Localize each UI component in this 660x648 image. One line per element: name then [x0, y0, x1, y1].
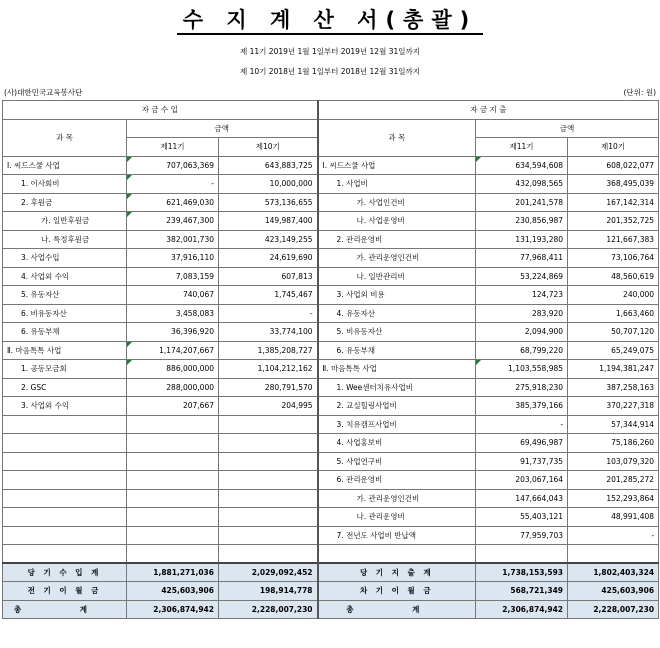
ledger-body: [3, 156, 659, 563]
income-subject-cell: Ⅰ. 씨드스쿨 사업: [3, 156, 127, 175]
expense-period10-cell: 1,194,381,247: [568, 360, 659, 379]
expense-amount-header: 금액: [476, 119, 659, 138]
expense-section-header: 자 금 지 출: [318, 101, 659, 120]
income-period11-cell: [127, 545, 219, 564]
table-row: [3, 434, 659, 453]
income-subject-cell: 6. 유동부채: [3, 323, 127, 342]
income-period11-cell: [127, 452, 219, 471]
expense-period11-cell: 131,193,280: [476, 230, 568, 249]
income-subject-cell: 5. 유동자산: [3, 286, 127, 305]
table-row: [3, 526, 659, 545]
expense-total-period11: 2,306,874,942: [476, 600, 568, 619]
income-subject-header: 과 목: [3, 119, 127, 156]
income-subject-cell: 6. 비유동자산: [3, 304, 127, 323]
table-row: [3, 267, 659, 286]
income-period11-cell: 740,067: [127, 286, 219, 305]
expense-period10-cell: 50,707,120: [568, 323, 659, 342]
expense-subject-cell: 1. Wee센터치유사업비: [318, 378, 476, 397]
table-row: [3, 415, 659, 434]
expense-subject-cell: 가. 관리운영인건비: [318, 489, 476, 508]
expense-subject-cell: 3. 치유캠프사업비: [318, 415, 476, 434]
income-period11-cell: 36,396,920: [127, 323, 219, 342]
expense-period11-cell: 283,920: [476, 304, 568, 323]
expense-period10-cell: 103,079,320: [568, 452, 659, 471]
expense-period10-cell: 48,560,619: [568, 267, 659, 286]
income-period11-cell: 1,174,207,667: [127, 341, 219, 360]
expense-subject-cell: 6. 유동부채: [318, 341, 476, 360]
income-period10-cell: 643,883,725: [219, 156, 318, 175]
income-period11-cell: [127, 415, 219, 434]
expense-period11-cell: 77,968,411: [476, 249, 568, 268]
income-subject-cell: [3, 471, 127, 490]
income-subject-cell: 나. 특정후원금: [3, 230, 127, 249]
expense-subject-cell: 3. 사업외 비용: [318, 286, 476, 305]
income-total-period10: 2,029,092,452: [219, 563, 318, 582]
income-total-period10: 198,914,778: [219, 582, 318, 601]
income-subject-cell: Ⅱ. 마음톡톡 사업: [3, 341, 127, 360]
income-period11-cell: [127, 434, 219, 453]
expense-total-period10: 425,603,906: [568, 582, 659, 601]
income-period10-cell: 149,987,400: [219, 212, 318, 231]
expense-period10-cell: 57,344,914: [568, 415, 659, 434]
income-period10-cell: 1,745,467: [219, 286, 318, 305]
expense-subject-cell: 1. 사업비: [318, 175, 476, 194]
table-row: [3, 489, 659, 508]
expense-period10-cell: 48,991,408: [568, 508, 659, 527]
income-total-label: 전 기 이 월 금: [3, 582, 127, 601]
income-period11-cell: 7,083,159: [127, 267, 219, 286]
expense-period10-cell: 608,022,077: [568, 156, 659, 175]
table-row: [3, 378, 659, 397]
expense-period11-cell: 68,799,220: [476, 341, 568, 360]
expense-period11-cell: 91,737,735: [476, 452, 568, 471]
income-period10-cell: [219, 508, 318, 527]
income-period11-cell: 382,001,730: [127, 230, 219, 249]
income-period11-cell: 37,916,110: [127, 249, 219, 268]
expense-period11-cell: 147,664,043: [476, 489, 568, 508]
totals-row: [3, 563, 659, 582]
table-row: [3, 304, 659, 323]
expense-period11-cell: 1,103,558,985: [476, 360, 568, 379]
income-period11-cell: 288,000,000: [127, 378, 219, 397]
expense-period11-cell: 77,959,703: [476, 526, 568, 545]
expense-period10-cell: 121,667,383: [568, 230, 659, 249]
expense-period10-cell: 75,186,260: [568, 434, 659, 453]
expense-subject-cell: 7. 전년도 사업비 반납액: [318, 526, 476, 545]
expense-subject-cell: Ⅰ. 씨드스쿨 사업: [318, 156, 476, 175]
income-period10-cell: 10,000,000: [219, 175, 318, 194]
income-subject-cell: 3. 사업수입: [3, 249, 127, 268]
table-row: [3, 212, 659, 231]
period-current: 제 11기 2019년 1월 1일부터 2019년 12월 31일까지: [240, 47, 420, 56]
expense-period11-cell: 124,723: [476, 286, 568, 305]
expense-subject-cell: 2. 관리운영비: [318, 230, 476, 249]
table-row: [3, 193, 659, 212]
income-period11-cell: [127, 471, 219, 490]
table-row: [3, 545, 659, 564]
table-row: [3, 471, 659, 490]
income-period10-header: 제10기: [219, 138, 318, 157]
totals-body: [3, 563, 659, 619]
expense-period11-cell: 2,094,900: [476, 323, 568, 342]
income-period10-cell: [219, 434, 318, 453]
table-row: [3, 249, 659, 268]
income-period10-cell: [219, 415, 318, 434]
expense-period10-cell: 1,663,460: [568, 304, 659, 323]
table-row: [3, 341, 659, 360]
income-period10-cell: 1,385,208,727: [219, 341, 318, 360]
income-period10-cell: 573,136,655: [219, 193, 318, 212]
income-subject-cell: [3, 489, 127, 508]
income-period10-cell: [219, 489, 318, 508]
expense-period10-cell: 73,106,764: [568, 249, 659, 268]
income-period10-cell: 24,619,690: [219, 249, 318, 268]
totals-row: [3, 600, 659, 619]
expense-subject-cell: 가. 사업인건비: [318, 193, 476, 212]
income-period10-cell: [219, 452, 318, 471]
income-subject-cell: 2. GSC: [3, 378, 127, 397]
period-prior: 제 10기 2018년 1월 1일부터 2018년 12월 31일까지: [240, 67, 420, 76]
income-total-label: 총 계: [3, 600, 127, 619]
expense-subject-cell: 나. 관리운영비: [318, 508, 476, 527]
expense-subject-cell: 4. 유동자산: [318, 304, 476, 323]
table-row: [3, 360, 659, 379]
income-period10-cell: 423,149,255: [219, 230, 318, 249]
expense-period11-cell: 385,379,166: [476, 397, 568, 416]
expense-subject-cell: [318, 545, 476, 564]
income-subject-cell: 1. 공동모금회: [3, 360, 127, 379]
income-period11-cell: [127, 489, 219, 508]
expense-period10-cell: 368,495,039: [568, 175, 659, 194]
totals-row: [3, 582, 659, 601]
income-amount-header: 금액: [127, 119, 318, 138]
expense-period10-cell: 240,000: [568, 286, 659, 305]
expense-total-label: 총 계: [318, 600, 476, 619]
income-period10-cell: 280,791,570: [219, 378, 318, 397]
table-row: [3, 156, 659, 175]
income-period10-cell: 204,995: [219, 397, 318, 416]
income-period11-cell: 886,000,000: [127, 360, 219, 379]
income-subject-cell: 4. 사업외 수익: [3, 267, 127, 286]
income-period11-cell: [127, 526, 219, 545]
expense-period11-cell: 203,067,164: [476, 471, 568, 490]
income-subject-cell: [3, 526, 127, 545]
income-period10-cell: 33,774,100: [219, 323, 318, 342]
income-total-period11: 425,603,906: [127, 582, 219, 601]
table-row: [3, 230, 659, 249]
income-subject-cell: 3. 사업외 수익: [3, 397, 127, 416]
income-period10-cell: [219, 545, 318, 564]
income-period11-header: 제11기: [127, 138, 219, 157]
expense-total-period11: 1,738,153,593: [476, 563, 568, 582]
expense-subject-cell: 6. 관리운영비: [318, 471, 476, 490]
income-subject-cell: [3, 545, 127, 564]
document-title: 수 지 계 산 서(총괄): [0, 4, 660, 34]
income-period10-cell: [219, 526, 318, 545]
income-subject-cell: 2. 후원금: [3, 193, 127, 212]
expense-subject-cell: 5. 비유동자산: [318, 323, 476, 342]
table-row: [3, 175, 659, 194]
expense-period11-cell: 432,098,565: [476, 175, 568, 194]
income-period11-cell: -: [127, 175, 219, 194]
income-period11-cell: 707,063,369: [127, 156, 219, 175]
income-period11-cell: 621,469,030: [127, 193, 219, 212]
income-period10-cell: 1,104,212,162: [219, 360, 318, 379]
income-total-period11: 1,881,271,036: [127, 563, 219, 582]
unit-label: (단위: 원): [623, 88, 656, 97]
expense-total-period11: 568,721,349: [476, 582, 568, 601]
income-period11-cell: 3,458,083: [127, 304, 219, 323]
expense-period10-cell: 387,258,163: [568, 378, 659, 397]
expense-subject-cell: 2. 교실힐링사업비: [318, 397, 476, 416]
table-row: [3, 452, 659, 471]
income-total-period10: 2,228,007,230: [219, 600, 318, 619]
income-expense-table: [2, 100, 659, 619]
income-total-label: 당 기 수 입 계: [3, 563, 127, 582]
expense-period11-cell: 69,496,987: [476, 434, 568, 453]
expense-period10-cell: 167,142,314: [568, 193, 659, 212]
income-section-header: 자 금 수 입: [3, 101, 318, 120]
expense-period11-cell: [476, 545, 568, 564]
income-period11-cell: 239,467,300: [127, 212, 219, 231]
expense-period10-cell: 201,285,272: [568, 471, 659, 490]
expense-period10-cell: 152,293,864: [568, 489, 659, 508]
expense-subject-cell: 가. 관리운영인건비: [318, 249, 476, 268]
expense-subject-cell: Ⅱ. 마음톡톡 사업: [318, 360, 476, 379]
expense-period10-cell: 370,227,318: [568, 397, 659, 416]
expense-period10-cell: -: [568, 526, 659, 545]
expense-period11-header: 제11기: [476, 138, 568, 157]
income-subject-cell: [3, 415, 127, 434]
expense-subject-cell: 4. 사업홍보비: [318, 434, 476, 453]
expense-period10-cell: 65,249,075: [568, 341, 659, 360]
expense-subject-cell: 나. 일반관리비: [318, 267, 476, 286]
organization-name: (사)대한민국교육봉사단: [4, 88, 83, 97]
expense-period11-cell: 275,918,230: [476, 378, 568, 397]
expense-subject-cell: 5. 사업연구비: [318, 452, 476, 471]
expense-period10-header: 제10기: [568, 138, 659, 157]
expense-period10-cell: 201,352,725: [568, 212, 659, 231]
expense-subject-header: 과 목: [318, 119, 476, 156]
expense-total-period10: 2,228,007,230: [568, 600, 659, 619]
income-subject-cell: [3, 452, 127, 471]
income-subject-cell: [3, 434, 127, 453]
income-subject-cell: 가. 일반후원금: [3, 212, 127, 231]
table-row: [3, 286, 659, 305]
income-period11-cell: 207,667: [127, 397, 219, 416]
income-period11-cell: [127, 508, 219, 527]
expense-subject-cell: 나. 사업운영비: [318, 212, 476, 231]
expense-total-label: 차 기 이 월 금: [318, 582, 476, 601]
income-period10-cell: 607,813: [219, 267, 318, 286]
income-total-period11: 2,306,874,942: [127, 600, 219, 619]
expense-period11-cell: -: [476, 415, 568, 434]
expense-total-period10: 1,802,403,324: [568, 563, 659, 582]
expense-period11-cell: 55,403,121: [476, 508, 568, 527]
table-row: [3, 508, 659, 527]
expense-period11-cell: 201,241,578: [476, 193, 568, 212]
table-row: [3, 323, 659, 342]
expense-period11-cell: 634,594,608: [476, 156, 568, 175]
expense-period11-cell: 230,856,987: [476, 212, 568, 231]
income-subject-cell: [3, 508, 127, 527]
income-subject-cell: 1. 이사회비: [3, 175, 127, 194]
income-period10-cell: [219, 471, 318, 490]
income-period10-cell: -: [219, 304, 318, 323]
expense-total-label: 당 기 지 출 계: [318, 563, 476, 582]
expense-period11-cell: 53,224,869: [476, 267, 568, 286]
expense-period10-cell: [568, 545, 659, 564]
table-row: [3, 397, 659, 416]
